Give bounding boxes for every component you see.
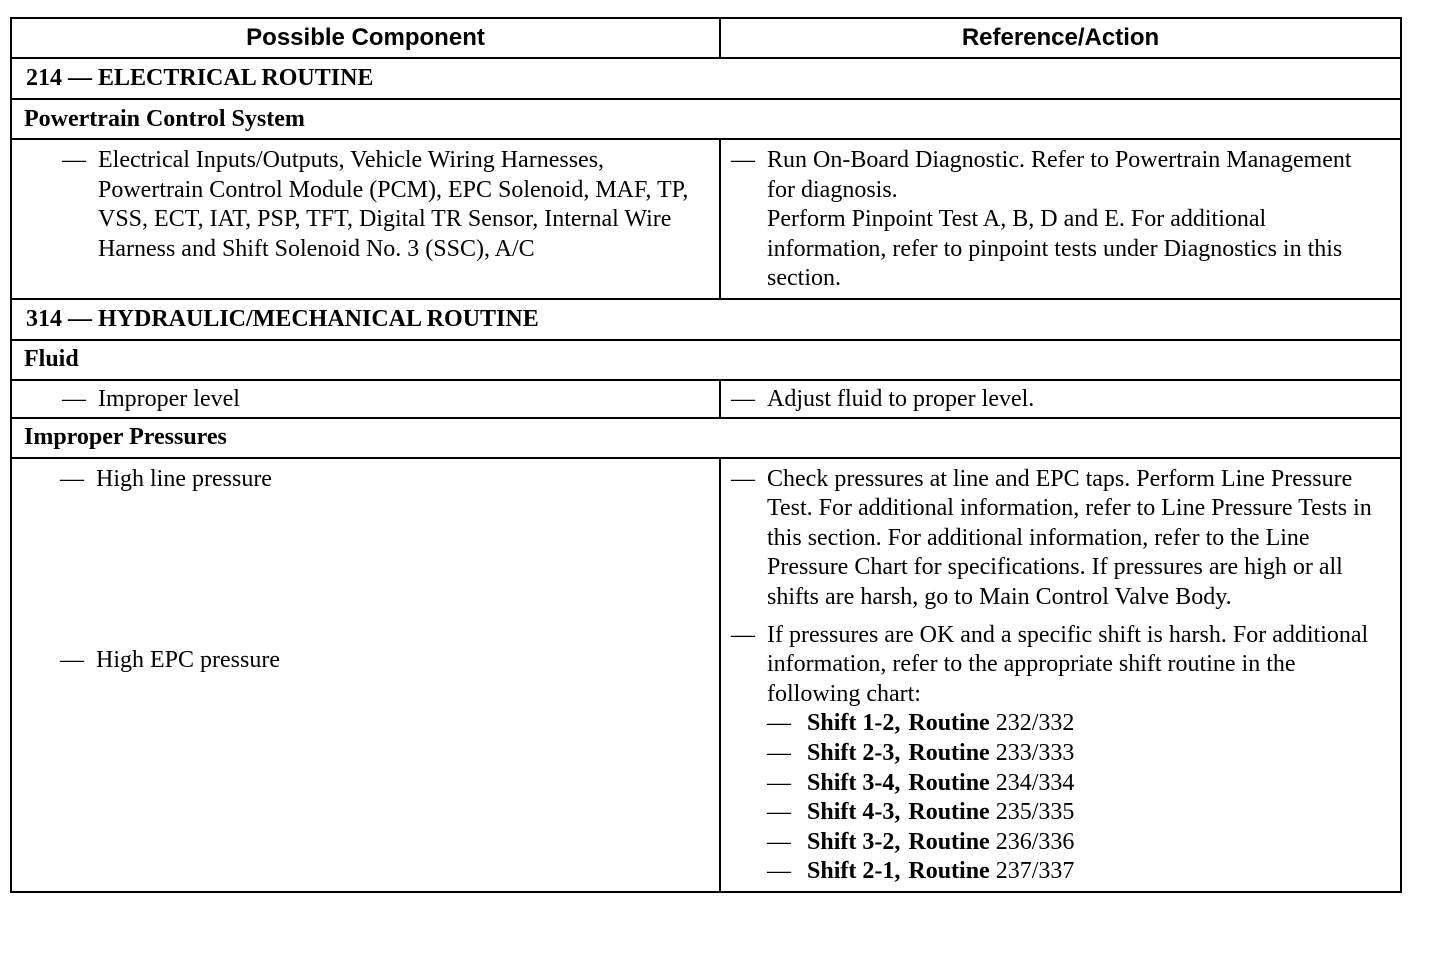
component-text: High EPC pressure [96, 647, 280, 674]
routine-row-electrical [11, 58, 1401, 99]
routine-codes: 236/336 [995, 828, 1075, 855]
action-text: If pressures are OK and a specific shift is harsh. For additional information, refer to the appropriate shift routine in the following chart: [767, 621, 1369, 707]
action-text: Run On-Board Diagnostic. Refer to Powertrain Management for diagnosis. [767, 147, 1352, 203]
routine-title-hydraulic: 314 — HYDRAULIC/MECHANICAL ROUTINE [11, 299, 1401, 340]
table-row [11, 458, 1401, 892]
list-item [767, 857, 1382, 887]
dash-marker: — [767, 769, 792, 796]
table-row [11, 380, 1401, 418]
group-title-fluid: Fluid [11, 340, 1401, 380]
group-title-powertrain: Powertrain Control System [11, 99, 1401, 139]
routine-codes: 234/334 [995, 769, 1075, 796]
dash-marker: — [62, 385, 86, 412]
dash-marker: — [767, 828, 792, 855]
component-cell [11, 458, 720, 892]
component-text: High line pressure [96, 465, 272, 492]
routine-label: Routine [908, 769, 990, 796]
list-item [731, 465, 1382, 613]
header-possible-component: Possible Component [11, 18, 720, 58]
list-item [767, 769, 1382, 799]
shift-name: Shift 3-4, [807, 769, 901, 796]
routine-label: Routine [908, 739, 990, 766]
dash-marker: — [60, 647, 84, 674]
routine-label: Routine [908, 710, 990, 737]
list-item [60, 465, 699, 495]
component-cell [11, 139, 720, 299]
shift-routine-list [767, 709, 1382, 887]
dash-marker: — [60, 465, 84, 492]
dash-marker: — [731, 621, 756, 648]
action-text: Adjust fluid to proper level. [767, 385, 1035, 412]
dash-marker: — [767, 739, 792, 766]
table-row [11, 139, 1401, 299]
component-text: Improper level [98, 385, 240, 412]
routine-label: Routine [908, 799, 990, 826]
component-text: Electrical Inputs/Outputs, Vehicle Wiring Harnesses, Powertrain Control Module (PCM), EPC Solenoid, MAF, TP, VSS, ECT, IAT, PSP, TFT, Digital TR Sensor, Internal Wire Harness and Shift Solenoid No. 3 (SSC), A/C [98, 147, 689, 262]
shift-name: Shift 4-3, [807, 799, 901, 826]
list-item [767, 798, 1382, 828]
list-item [731, 385, 1382, 415]
shift-name: Shift 1-2, [807, 710, 901, 737]
header-row [11, 18, 1401, 58]
list-item [731, 146, 1382, 294]
shift-name: Shift 2-1, [807, 858, 901, 885]
routine-codes: 235/335 [995, 799, 1075, 826]
shift-name: Shift 3-2, [807, 828, 901, 855]
routine-codes: 233/333 [995, 739, 1075, 766]
dash-marker: — [731, 465, 756, 492]
action-text: Check pressures at line and EPC taps. Perform Line Pressure Test. For additional information, refer to Line Pressure Tests in this section. For additional information, refer to the Line Pressure Chart for specifications. If pressures are high or all shifts are harsh, go to Main Control Valve Body. [767, 465, 1372, 610]
dash-marker: — [767, 799, 792, 826]
action-text: Perform Pinpoint Test A, B, D and E. For additional information, refer to pinpoint tests under Diagnostics in this section. [767, 206, 1343, 292]
routine-title-electrical: 214 — ELECTRICAL ROUTINE [11, 58, 1401, 99]
action-cell [720, 380, 1401, 418]
action-cell [720, 139, 1401, 299]
list-item [62, 146, 699, 264]
routine-label: Routine [908, 858, 990, 885]
routine-row-hydraulic [11, 299, 1401, 340]
list-item [60, 646, 699, 676]
group-row-powertrain [11, 99, 1401, 139]
list-item [767, 709, 1382, 739]
group-title-pressures: Improper Pressures [11, 418, 1401, 458]
header-reference-action: Reference/Action [720, 18, 1401, 58]
diagnostic-routine-table [10, 17, 1402, 893]
group-row-fluid [11, 340, 1401, 380]
dash-marker: — [767, 710, 792, 737]
list-item [62, 385, 699, 415]
group-row-pressures [11, 418, 1401, 458]
routine-codes: 232/332 [995, 710, 1075, 737]
dash-marker: — [731, 147, 756, 173]
routine-codes: 237/337 [995, 858, 1075, 885]
list-item [767, 739, 1382, 769]
dash-marker: — [731, 385, 756, 412]
routine-label: Routine [908, 828, 990, 855]
list-item [731, 621, 1382, 887]
shift-name: Shift 2-3, [807, 739, 901, 766]
action-cell [720, 458, 1401, 892]
dash-marker: — [62, 147, 86, 173]
dash-marker: — [767, 858, 792, 885]
component-cell [11, 380, 720, 418]
list-item [767, 828, 1382, 858]
